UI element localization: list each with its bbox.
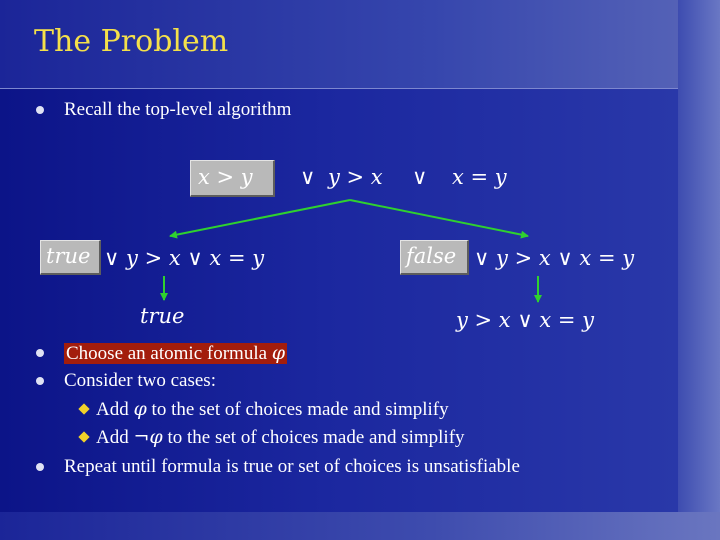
choose-atomic-highlight <box>64 343 287 364</box>
right-branch-result: y > x ∨ x = y <box>456 308 595 332</box>
phi-symbol: φ <box>133 398 147 420</box>
arrow-to-right-branch <box>350 200 528 236</box>
add-neg-phi-text <box>96 426 465 449</box>
phi-symbol: φ <box>271 342 286 364</box>
add-suffix: to the set of choices made and simplify <box>162 427 465 448</box>
arrow-to-left-branch <box>170 200 350 236</box>
formula-or-1: ∨ <box>300 165 316 189</box>
right-branch-head: false <box>406 244 457 268</box>
formula-y-gt-x: y > x <box>328 165 383 189</box>
intro-text: Recall the top-level algorithm <box>64 99 292 120</box>
neg-phi-symbol: ¬φ <box>133 426 163 448</box>
add-suffix: to the set of choices made and simplify <box>146 399 449 420</box>
left-branch-result: true <box>140 304 185 328</box>
left-branch-head: true <box>46 244 91 268</box>
left-branch-rest: ∨ y > x ∨ x = y <box>104 246 265 270</box>
bullet-dot <box>36 463 44 471</box>
add-phi-text <box>96 398 449 421</box>
choose-prefix: Choose an atomic formula <box>66 343 272 364</box>
consider-text: Consider two cases: <box>64 370 216 391</box>
choose-atomic-text <box>64 342 287 365</box>
bullet-dot <box>36 377 44 385</box>
formula-or-2: ∨ <box>412 165 428 189</box>
slide-title: The Problem <box>34 24 229 59</box>
formula-x-gt-y: x > y <box>198 165 253 189</box>
formula-x-eq-y: x = y <box>452 165 507 189</box>
add-prefix: Add <box>96 399 134 420</box>
add-prefix: Add <box>96 427 134 448</box>
bullet-dot <box>36 349 44 357</box>
right-branch-rest: ∨ y > x ∨ x = y <box>474 246 635 270</box>
repeat-text: Repeat until formula is true or set of choices is unsatisfiable <box>64 456 520 477</box>
